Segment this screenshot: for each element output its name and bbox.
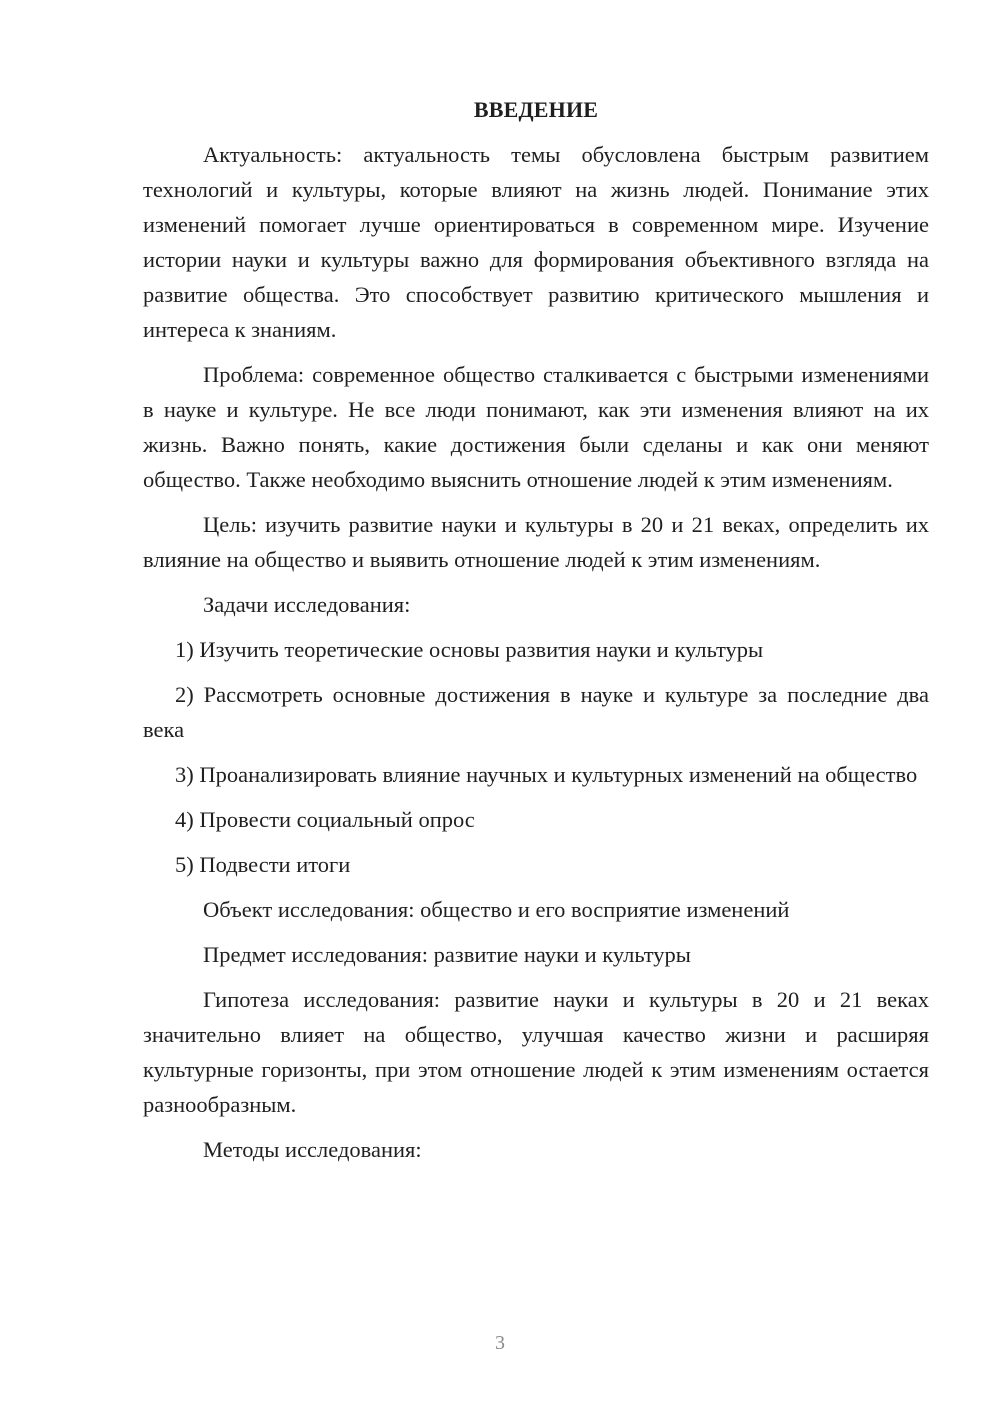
task-item: 4) Провести социальный опрос [175,807,475,832]
page-content [143,92,929,1177]
task-item: 1) Изучить теоретические основы развития науки и культуры [175,637,764,662]
paragraph-problem: Проблема: современное общество сталкивается с быстрыми изменениями в науке и культуре. Не все люди понимают, как эти изменения влияют на их жизнь. Важно понять, какие достижения были сделаны и как они меняют общество. Также необходимо выяснить отношение людей к этим изменениям. [143,362,929,492]
paragraph-relevance: Актуальность: актуальность темы обусловлена быстрым развитием технологий и культуры, которые влияют на жизнь людей. Понимание этих изменений помогает лучше ориентироваться в современном мире. Изучение истории науки и культуры важно для формирования объективного взгляда на развитие общества. Это способствует развитию критического мышления и интереса к знаниям. [143,142,929,342]
page-number: 3 [495,1332,505,1354]
tasks-title: Задачи исследования: [203,592,411,617]
section-heading: ВВЕДЕНИЕ [473,97,599,122]
paragraph-object: Объект исследования: общество и его восприятие изменений [203,897,790,922]
task-item: 3) Проанализировать влияние научных и культурных изменений на общество [175,762,918,787]
methods-title: Методы исследования: [203,1137,422,1162]
task-item: 2) Рассмотреть основные достижения в науке и культуре за последние два века [143,682,929,742]
task-item: 5) Подвести итоги [175,852,351,877]
paragraph-hypothesis: Гипотеза исследования: развитие науки и культуры в 20 и 21 веках значительно влияет на общество, улучшая качество жизни и расширяя культурные горизонты, при этом отношение людей к этим изменениям остается разнообразным. [143,987,929,1117]
paragraph-subject: Предмет исследования: развитие науки и культуры [203,942,691,967]
paragraph-goal: Цель: изучить развитие науки и культуры в 20 и 21 веках, определить их влияние на общество и выявить отношение людей к этим изменениям. [143,512,929,572]
